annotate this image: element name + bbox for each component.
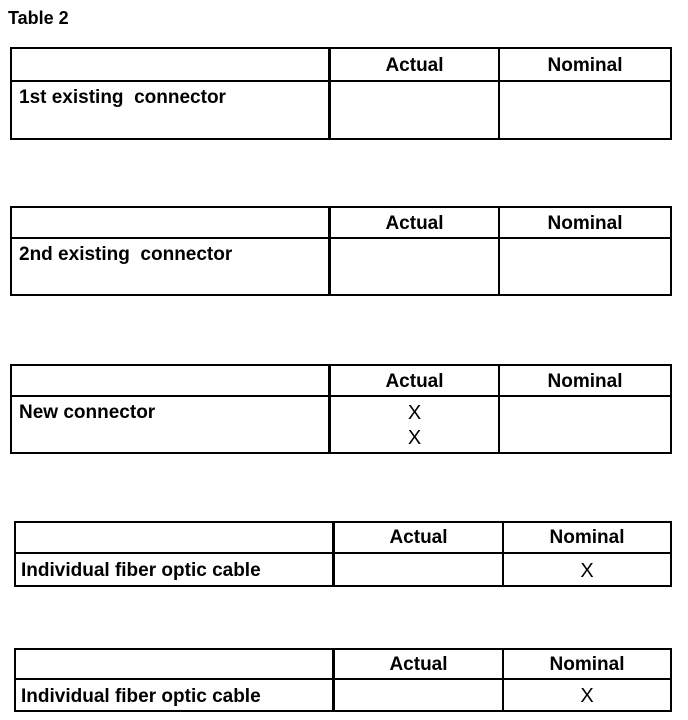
header-divider [16,552,670,554]
row-label: 1st existing connector [19,87,226,108]
column-header-actual: Actual [385,55,444,76]
actual-mark: X [407,427,422,449]
column-header-nominal: Nominal [549,527,625,548]
table-2nd-existing-connector [10,206,672,296]
table-1st-existing-connector [10,47,672,140]
document-title: Table 2 [8,8,69,28]
nominal-mark: X [580,560,594,582]
actual-mark: X [407,402,422,424]
column-header-actual: Actual [389,654,448,675]
header-divider [12,237,670,239]
nominal-mark: X [580,685,594,707]
table-individual-fiber-optic-cable [14,521,672,587]
header-divider [12,80,670,82]
header-divider [12,395,670,397]
row-label: Individual fiber optic cable [21,560,261,581]
column-header-actual: Actual [385,213,444,234]
row-label: 2nd existing connector [19,244,233,265]
column-header-nominal: Nominal [547,55,623,76]
table-individual-fiber-optic-cable [14,648,672,712]
column-header-nominal: Nominal [549,654,625,675]
row-label: New connector [19,402,156,423]
table-new-connector [10,364,672,454]
column-header-actual: Actual [389,527,448,548]
column-header-actual: Actual [385,371,444,392]
row-label: Individual fiber optic cable [21,686,261,707]
header-divider [16,678,670,680]
column-header-nominal: Nominal [547,371,623,392]
column-header-nominal: Nominal [547,213,623,234]
